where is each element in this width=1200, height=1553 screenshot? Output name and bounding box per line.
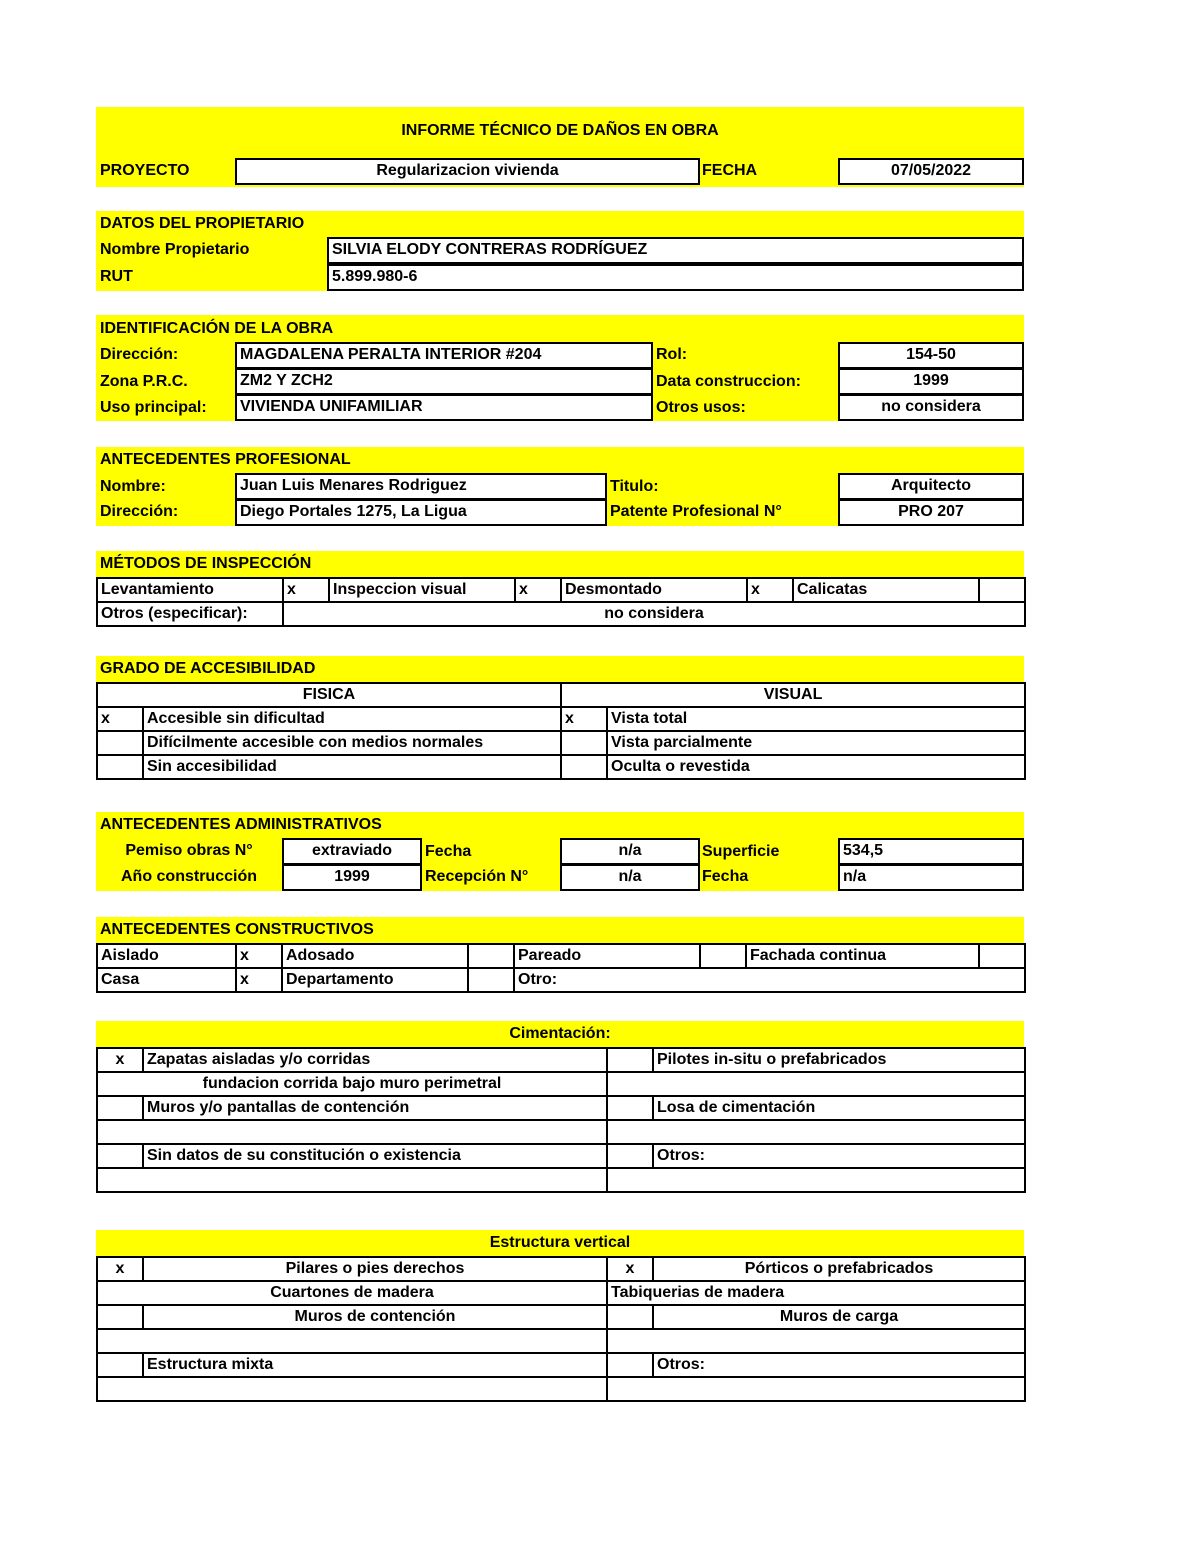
table-row	[97, 1257, 1025, 1281]
rol-field[interactable]: 154-50	[838, 342, 1024, 369]
empty-cell[interactable]	[97, 1377, 607, 1401]
fisica-option: Accesible sin dificultad	[143, 707, 561, 731]
patente-label: Patente Profesional N°	[610, 503, 782, 520]
estructura-table	[96, 1256, 1026, 1402]
rut-field[interactable]: 5.899.980-6	[327, 264, 1024, 291]
ano-construccion-field[interactable]: 1999	[282, 864, 422, 891]
tipo-label: Fachada continua	[746, 944, 979, 968]
ano-construccion-label: Año construcción	[120, 868, 257, 885]
visual-option: Oculta o revestida	[607, 755, 1025, 779]
obra-direccion-field[interactable]: MAGDALENA PERALTA INTERIOR #204	[235, 342, 653, 369]
metodos-table	[96, 577, 1026, 627]
muros-checkbox[interactable]	[97, 1096, 143, 1120]
metodo-label: Desmontado	[561, 578, 747, 602]
metodo-checkbox[interactable]: x	[747, 578, 793, 602]
obra-direccion-label: Dirección:	[100, 346, 179, 363]
cimentacion-table	[96, 1047, 1026, 1193]
zona-field[interactable]: ZM2 Y ZCH2	[235, 368, 653, 395]
cimentacion-header: Cimentación:	[509, 1025, 611, 1042]
tipo-label: Casa	[97, 968, 236, 992]
superficie-label: Superficie	[702, 843, 780, 860]
table-row	[97, 707, 1025, 731]
table-row	[97, 1353, 1025, 1377]
tipo-checkbox[interactable]: x	[236, 968, 282, 992]
otros-option: Otros:	[653, 1144, 1025, 1168]
carga-checkbox[interactable]	[607, 1305, 653, 1329]
table-row	[97, 1329, 1025, 1353]
zona-label: Zona P.R.C.	[100, 373, 188, 390]
titulo-field[interactable]: Arquitecto	[838, 473, 1024, 500]
table-row	[97, 1281, 1025, 1305]
empty-cell[interactable]	[607, 1120, 1025, 1144]
estructura-header: Estructura vertical	[489, 1234, 631, 1251]
patente-field[interactable]: PRO 207	[838, 499, 1024, 526]
nombre-propietario-label: Nombre Propietario	[100, 241, 250, 258]
admin-fecha2-field[interactable]: n/a	[838, 864, 1024, 891]
tipo-label: Departamento	[282, 968, 468, 992]
obra-header: IDENTIFICACIÓN DE LA OBRA	[100, 320, 334, 337]
pilares-option: Pilares o pies derechos	[143, 1257, 607, 1281]
muros-option: Muros y/o pantallas de contención	[143, 1096, 607, 1120]
metodo-label: Inspeccion visual	[329, 578, 515, 602]
otros-usos-field[interactable]: no considera	[838, 394, 1024, 421]
empty-cell[interactable]	[607, 1168, 1025, 1192]
porticos-option: Pórticos o prefabricados	[653, 1257, 1025, 1281]
superficie-field[interactable]: 534,5	[838, 838, 1024, 865]
propietario-header: DATOS DEL PROPIETARIO	[100, 215, 305, 232]
table-row	[97, 1120, 1025, 1144]
table-row	[97, 1072, 1025, 1096]
empty-cell[interactable]	[97, 1120, 607, 1144]
empty-cell[interactable]	[607, 1377, 1025, 1401]
profesional-nombre-label: Nombre:	[100, 478, 166, 495]
tipo-checkbox[interactable]	[700, 944, 746, 968]
table-row	[97, 1144, 1025, 1168]
pilotes-checkbox[interactable]	[607, 1048, 653, 1072]
fisica-checkbox[interactable]	[97, 731, 143, 755]
tipo-label: Aislado	[97, 944, 236, 968]
recepcion-field[interactable]: n/a	[560, 864, 700, 891]
zapatas-option: Zapatas aisladas y/o corridas	[143, 1048, 607, 1072]
constructivos-header: ANTECEDENTES CONSTRUCTIVOS	[100, 921, 374, 938]
permiso-label: Pemiso obras N°	[125, 842, 253, 859]
table-row	[97, 1377, 1025, 1401]
tipo-checkbox[interactable]	[468, 968, 514, 992]
nombre-propietario-field[interactable]: SILVIA ELODY CONTRERAS RODRÍGUEZ	[327, 237, 1024, 264]
data-construccion-field[interactable]: 1999	[838, 368, 1024, 395]
table-row	[97, 968, 1025, 992]
metodo-checkbox[interactable]: x	[283, 578, 329, 602]
otros-checkbox[interactable]	[607, 1353, 653, 1377]
metodo-checkbox[interactable]	[979, 578, 1025, 602]
otros-especificar-label: Otros (especificar):	[97, 602, 283, 626]
cimentacion-nota-right[interactable]	[607, 1072, 1025, 1096]
table-row	[97, 1096, 1025, 1120]
otro-field[interactable]: Otro:	[514, 968, 1025, 992]
fisica-checkbox[interactable]	[97, 755, 143, 779]
visual-option: Vista parcialmente	[607, 731, 1025, 755]
fecha-field[interactable]: 07/05/2022	[838, 158, 1024, 185]
tipo-checkbox[interactable]	[979, 944, 1025, 968]
table-row	[97, 731, 1025, 755]
admin-fecha-label: Fecha	[425, 843, 472, 860]
permiso-field[interactable]: extraviado	[282, 838, 422, 865]
data-construccion-label: Data construccion:	[656, 373, 801, 390]
otros-usos-label: Otros usos:	[656, 399, 746, 416]
mixta-option: Estructura mixta	[143, 1353, 607, 1377]
losa-checkbox[interactable]	[607, 1096, 653, 1120]
zapatas-checkbox[interactable]: x	[97, 1048, 143, 1072]
fecha-label: FECHA	[702, 162, 758, 179]
constructivos-table	[96, 943, 1026, 993]
admin-fecha2-label: Fecha	[702, 868, 749, 885]
porticos-checkbox[interactable]: x	[607, 1257, 653, 1281]
proyecto-label: PROYECTO	[100, 162, 190, 179]
fisica-option: Difícilmente accesible con medios normales	[143, 731, 561, 755]
pilotes-option: Pilotes in-situ o prefabricados	[653, 1048, 1025, 1072]
accesibilidad-table	[96, 682, 1026, 780]
tabiquerias-option[interactable]: Tabiquerias de madera	[607, 1281, 1025, 1305]
visual-checkbox[interactable]: x	[561, 707, 607, 731]
otros-especificar-field[interactable]: no considera	[283, 602, 1025, 626]
metodos-otros-row	[97, 602, 1025, 626]
visual-checkbox[interactable]	[561, 731, 607, 755]
tipo-label: Pareado	[514, 944, 700, 968]
profesional-direccion-field[interactable]: Diego Portales 1275, La Ligua	[235, 499, 607, 526]
page-title: INFORME TÉCNICO DE DAÑOS EN OBRA	[401, 122, 719, 139]
metodos-row	[97, 578, 1025, 602]
fisica-checkbox[interactable]: x	[97, 707, 143, 731]
table-row	[97, 755, 1025, 779]
uso-field[interactable]: VIVIENDA UNIFAMILIAR	[235, 394, 653, 421]
pilares-checkbox[interactable]: x	[97, 1257, 143, 1281]
metodo-label: Levantamiento	[97, 578, 283, 602]
fisica-header: FISICA	[97, 683, 561, 707]
contencion-checkbox[interactable]	[97, 1305, 143, 1329]
table-row	[97, 1168, 1025, 1192]
visual-option: Vista total	[607, 707, 1025, 731]
recepcion-label: Recepción N°	[425, 868, 529, 885]
empty-cell[interactable]	[607, 1329, 1025, 1353]
proyecto-field[interactable]: Regularizacion vivienda	[235, 158, 700, 185]
cimentacion-nota[interactable]: fundacion corrida bajo muro perimetral	[97, 1072, 607, 1096]
empty-cell[interactable]	[97, 1168, 607, 1192]
losa-option: Losa de cimentación	[653, 1096, 1025, 1120]
tipo-label: Adosado	[282, 944, 468, 968]
accesibilidad-header: GRADO DE ACCESIBILIDAD	[100, 660, 316, 677]
carga-option: Muros de carga	[653, 1305, 1025, 1329]
otros-option: Otros:	[653, 1353, 1025, 1377]
profesional-header: ANTECEDENTES PROFESIONAL	[100, 451, 351, 468]
metodo-label: Calicatas	[793, 578, 979, 602]
otros-checkbox[interactable]	[607, 1144, 653, 1168]
contencion-option: Muros de contención	[143, 1305, 607, 1329]
rut-label: RUT	[100, 268, 133, 285]
rol-label: Rol:	[656, 346, 688, 363]
administrativos-header: ANTECEDENTES ADMINISTRATIVOS	[100, 816, 382, 833]
table-row	[97, 944, 1025, 968]
mixta-checkbox[interactable]	[97, 1353, 143, 1377]
uso-label: Uso principal:	[100, 399, 207, 416]
admin-fecha-field[interactable]: n/a	[560, 838, 700, 865]
accesibilidad-head-row	[97, 683, 1025, 707]
sin-datos-checkbox[interactable]	[97, 1144, 143, 1168]
profesional-nombre-field[interactable]: Juan Luis Menares Rodriguez	[235, 473, 607, 500]
empty-cell[interactable]	[97, 1329, 607, 1353]
visual-header: VISUAL	[561, 683, 1025, 707]
titulo-label: Titulo:	[610, 478, 659, 495]
metodo-checkbox[interactable]: x	[515, 578, 561, 602]
tipo-checkbox[interactable]: x	[236, 944, 282, 968]
profesional-direccion-label: Dirección:	[100, 503, 179, 520]
fisica-option: Sin accesibilidad	[143, 755, 561, 779]
tipo-checkbox[interactable]	[468, 944, 514, 968]
sin-datos-option: Sin datos de su constitución o existencia	[143, 1144, 607, 1168]
metodos-header: MÉTODOS DE INSPECCIÓN	[100, 555, 312, 572]
table-row	[97, 1305, 1025, 1329]
cuartones-option[interactable]: Cuartones de madera	[97, 1281, 607, 1305]
table-row	[97, 1048, 1025, 1072]
visual-checkbox[interactable]	[561, 755, 607, 779]
